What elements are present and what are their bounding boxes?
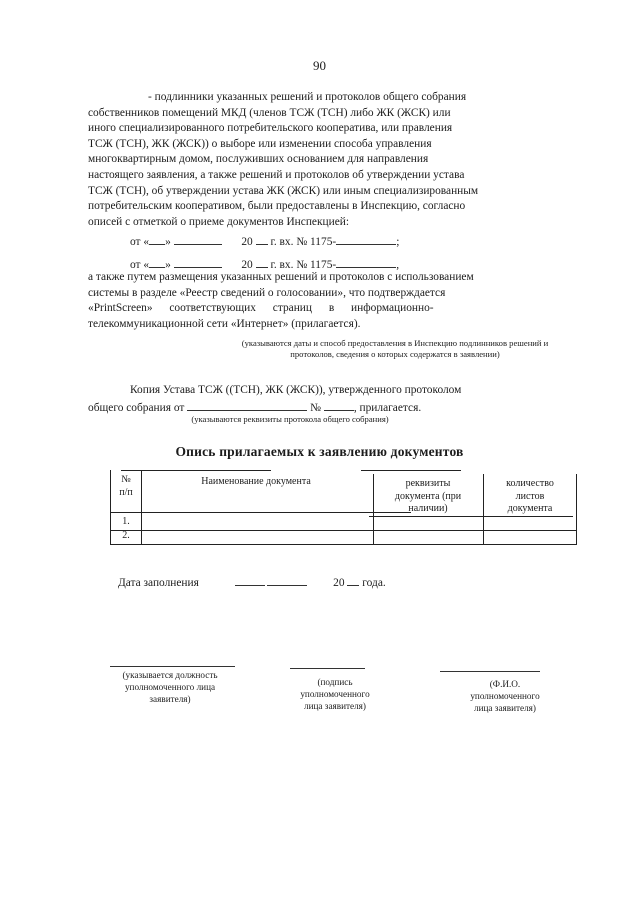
header-line: наличии) [408,503,448,514]
text-line: потребительским кооперативом, были предоставлены в Инспекцию, согласно [88,200,466,213]
table-row-divider [369,516,573,517]
receipt-end-punct: ; [396,236,400,248]
text-line: иного специализированного потребительского кооператива, или правления [88,122,453,135]
col-count-header [485,478,575,516]
table-row-number: 1. [122,516,130,527]
table-row-divider [111,530,577,531]
col-name-header: Наименование документа [201,476,311,487]
caption-line: уполномоченного [300,689,370,699]
table-row-number: 2. [122,530,130,541]
header-line: документа [507,503,553,514]
header-line: п/п [119,486,133,498]
receipt-line-1 [130,233,399,248]
signature-caption [275,676,395,712]
table-top-border [361,470,461,471]
charter-number-label: № [310,401,321,414]
receipt-from-label: от « [130,259,150,271]
table-col-divider [483,474,484,544]
header-line: № [121,474,131,485]
header-line: реквизиты [405,478,451,489]
table-col-divider [576,474,577,544]
receipt-close-quote: » [165,236,171,248]
caption-line: (Ф.И.О. [489,679,521,689]
receipt-number-label: г. вх. № 1175- [270,259,337,271]
text-line: «PrintScreen» соответствующих страниц в информационно- [88,302,434,315]
date-fill-suffix: года. [362,577,386,589]
caption-line: (подпись [317,677,353,687]
header-line: документа (при [394,490,462,502]
text-line: системы в разделе «Реестр сведений о голосовании», что подтверждается [88,286,446,299]
date-fill-year: 20 [333,577,345,589]
inventory-heading: Опись прилагаемых к заявлению документов [175,444,464,459]
header-line: листов [515,490,545,502]
header-line: количество [506,478,554,489]
date-fill-label: Дата заполнения [118,577,199,589]
text-line: описей с отметкой о приеме документов Инспекцией: [88,215,350,228]
date-fill-line [118,574,386,589]
text-line: собственников помещений МКД (членов ТСЖ (ТСН) либо ЖК (ЖСК) или [88,106,451,119]
note-charter: (указываются реквизиты протокола общего собрания) [191,414,389,424]
caption-line: уполномоченного [470,691,540,701]
table-top-border [121,470,271,471]
text-line: многоквартирным домом, послуживших основанием для направления [88,153,429,166]
paragraph-originals [88,90,585,230]
signature-line [290,668,365,669]
col-requisites-header [373,478,483,516]
receipt-number-label: г. вх. № 1175- [270,236,337,248]
fio-caption [440,678,570,714]
position-signature-line [110,666,235,667]
note-line: протоколов, сведения о которых содержатся в заявлении) [290,349,500,359]
text-line: ТСЖ (ТСН), об утверждении устава ЖК (ЖСК) или иным специализированным [88,184,479,197]
note-line: (указываются даты и способ предоставления в Инспекцию подлинников решений и [241,338,549,348]
charter-date-label: общего собрания от [88,401,185,414]
caption-line: уполномоченного лица [124,682,216,692]
note-originals [200,338,590,360]
text-line: телекоммуникационной сети «Интернет» (прилагается). [88,317,361,330]
receipt-year-prefix: 20 [241,236,253,248]
receipt-year-prefix: 20 [241,259,253,271]
inventory-table [110,470,577,545]
receipt-close-quote: » [165,259,171,271]
caption-line: (указывается должность [122,670,218,680]
receipt-from-label: от « [130,236,150,248]
text-line: - подлинники указанных решений и протоколов общего собрания [148,91,467,103]
text-line: а также путем размещения указанных решений и протоколов с использованием [88,271,474,283]
caption-line: лица заявителя) [474,703,536,713]
text-line: Копия Устава ТСЖ ((ТСН), ЖК (ЖСК)), утвержденного протоколом [130,384,462,396]
receipt-end-punct: , [396,259,400,271]
charter-end-text: , прилагается. [353,401,422,414]
col-number-header [111,474,141,499]
table-row-divider [111,512,411,513]
paragraph-charter [88,383,585,416]
paragraph-registry [88,270,585,332]
table-col-divider [141,470,142,544]
page-number: 90 [313,58,326,73]
position-caption [100,669,240,705]
text-line: ТСЖ (ТСН), ЖК (ЖСК)) о выборе или изменении способа управления [88,137,432,150]
text-line: настоящего заявления, а также решений и протоколов об утверждении устава [88,168,465,181]
caption-line: заявителя) [149,694,191,704]
fio-signature-line [440,671,540,672]
caption-line: лица заявителя) [304,701,366,711]
receipt-line-2 [130,256,399,271]
